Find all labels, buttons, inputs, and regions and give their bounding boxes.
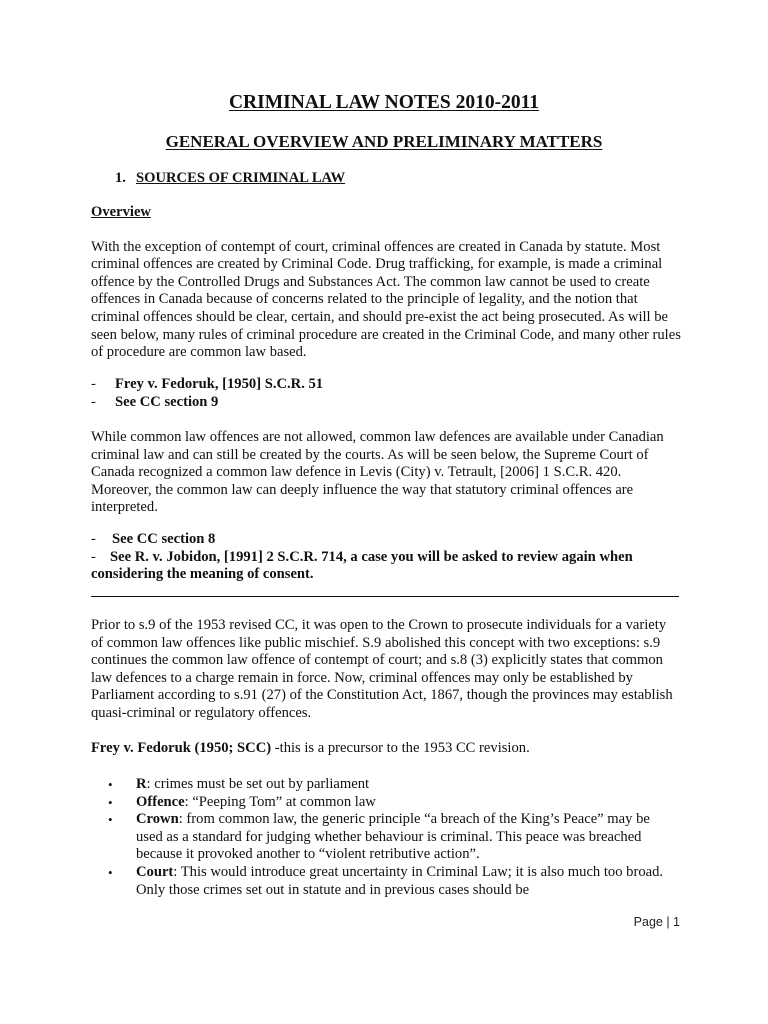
dash-item <box>91 531 681 549</box>
paragraph-2-block <box>91 429 681 517</box>
section-label: SOURCES OF CRIMINAL LAW <box>136 170 346 186</box>
horizontal-divider <box>91 596 679 597</box>
bullet-label: Offence <box>136 793 185 810</box>
list-item <box>108 776 668 794</box>
case-name: Frey v. Fedoruk (1950; SCC) <box>91 740 272 756</box>
overview-block <box>91 204 681 362</box>
dash-marker: - <box>91 548 96 565</box>
case-note: -this is a precursor to the 1953 CC revision. <box>271 740 530 756</box>
paragraph-1: With the exception of contempt of court, criminal offences are created in Canada by statute. Most criminal offences are created by Criminal Code. Drug trafficking, for example, is made a criminal offence by the Controlled Drugs and Substances Act. The common law cannot be used to create offences in Canada because of concerns related to the principle of legality, and the notion that criminal offences should be clear, certain, and should pre-exist the act being prosecuted. As will be seen below, many rules of criminal procedure are created in the Criminal Code, and many other rules of procedure are common law based. <box>91 238 681 361</box>
paragraph-2: While common law offences are not allowed, common law defences are available under Canadian criminal law and can still be created by the courts. As will be seen below, the Supreme Court of Canada recognized a common law defence in Levis (City) v. Tetrault, [2006] 1 S.C.R. 420. Moreover, the common law can deeply influence the way that statutory criminal offences are interpreted. <box>91 429 664 516</box>
bullet-text: : This would introduce great uncertainty in Criminal Law; it is also much too broad. Only those crimes set out in statute and in previous cases should be <box>136 863 664 898</box>
bullet-icon: • <box>108 812 113 828</box>
bullet-icon: • <box>108 864 113 880</box>
document-subtitle: GENERAL OVERVIEW AND PRELIMINARY MATTERS <box>165 132 603 151</box>
dash-marker: - <box>91 376 96 392</box>
section-heading <box>115 169 345 187</box>
dash-item <box>91 376 681 394</box>
dash-list-1 <box>91 376 681 411</box>
section-number: 1. <box>115 170 126 186</box>
list-item <box>108 864 668 899</box>
bullet-label: Crown <box>136 811 179 828</box>
dash-item-text: See CC section 8 <box>112 531 216 547</box>
bullet-icon: • <box>108 794 113 810</box>
dash-item-text: See R. v. Jobidon, [1991] 2 S.C.R. 714, a case you will be asked to review again when considering the meaning of consent. <box>91 548 633 583</box>
bullet-label: Court <box>136 863 174 880</box>
dash-marker: - <box>91 531 96 547</box>
document-title: CRIMINAL LAW NOTES 2010-2011 <box>228 92 540 113</box>
dash-item-text: Frey v. Fedoruk, [1950] S.C.R. 51 <box>115 376 324 392</box>
overview-heading: Overview <box>91 204 151 220</box>
page-number: Page | 1 <box>633 915 680 929</box>
bullet-text: : crimes must be set out by parliament <box>146 776 370 792</box>
dash-item <box>91 394 681 412</box>
list-item <box>108 811 668 864</box>
bullet-label: R <box>136 776 147 792</box>
dash-marker: - <box>91 393 96 410</box>
case-line <box>91 740 681 758</box>
page-footer <box>0 913 768 933</box>
list-item <box>108 794 668 812</box>
dash-item <box>91 549 681 584</box>
paragraph-3: Prior to s.9 of the 1953 revised CC, it was open to the Crown to prosecute individuals for a variety of common law offences like public mischief. S.9 abolished this concept with two exceptions: s.9 continues the common law offence of contempt of court; and s.8 (3) explicitly states that common law defences to a charge remain in force. Now, criminal offences may only be established by Parliament according to s.91 (27) of the Constitution Act, 1867, though the provinces may establish quasi-criminal or regulatory offences. <box>91 617 673 721</box>
dash-item-text: See CC section 9 <box>115 393 219 410</box>
bullet-icon: • <box>108 777 113 792</box>
bullet-text: : from common law, the generic principle “a breach of the King’s Peace” may be used as a standard for judging whether behaviour is criminal. This peace was breached because it provoked another to “violent retributive action”. <box>136 811 650 863</box>
case-bullets <box>108 776 668 899</box>
dash-list-2 <box>91 531 681 584</box>
paragraph-3-block <box>91 617 681 723</box>
bullet-text: : “Peeping Tom” at common law <box>184 793 376 810</box>
